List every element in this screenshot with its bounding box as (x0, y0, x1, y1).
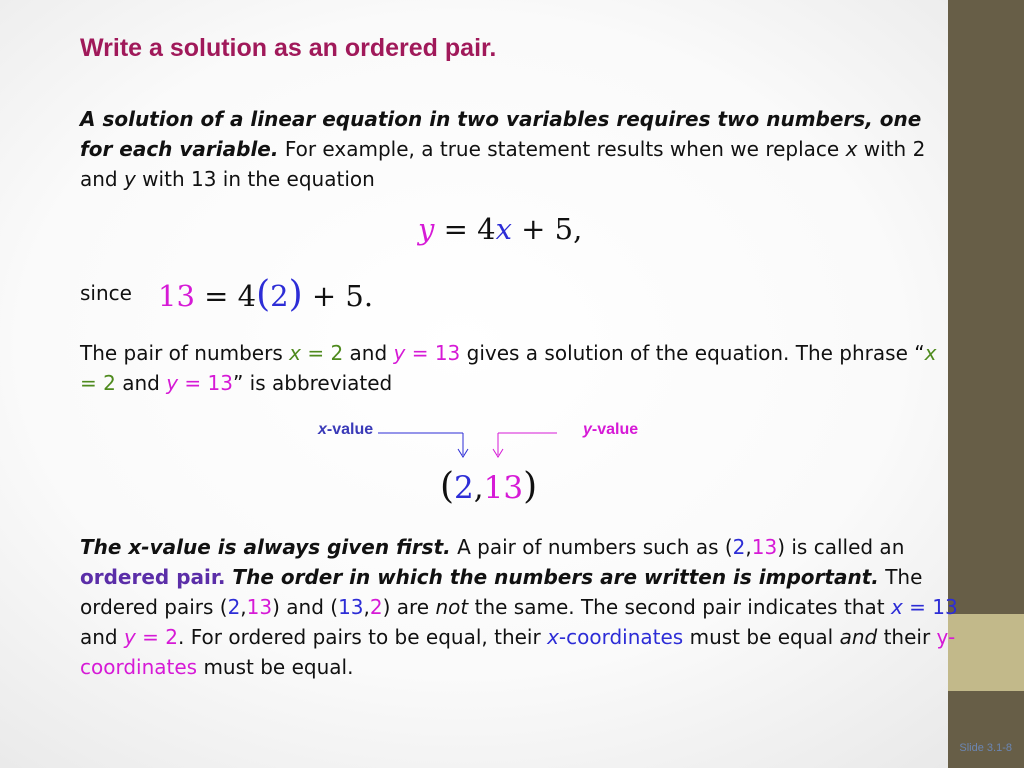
eq-y: y (418, 212, 435, 246)
num: 2 (732, 535, 746, 559)
intro-text: For example, a true statement results when we replace (278, 137, 846, 161)
since-label: since (80, 281, 132, 305)
eq-x-value: 2 (270, 279, 289, 313)
order-text: . For ordered pairs to be equal, their (178, 625, 548, 649)
x-value: = 2 (300, 341, 344, 365)
intro-text: with 13 in the equation (135, 167, 375, 191)
y-value-label (583, 421, 638, 439)
and-emphasis: and (839, 625, 878, 649)
var-x: x (845, 137, 858, 161)
order-text: the same. The second pair indicates that (468, 595, 891, 619)
x-coordinates-var: x (547, 625, 559, 649)
pair-text: and (115, 371, 167, 395)
intro-text: with 2 and (80, 137, 926, 191)
eq-lhs: 13 (158, 279, 195, 313)
ordered-pair-example (440, 466, 537, 507)
pair-text: The pair of numbers (80, 341, 290, 365)
pointer-arrows (370, 425, 570, 465)
order-text: ) and ( (272, 595, 339, 619)
var-x: x (890, 595, 903, 619)
num: 13 (338, 595, 364, 619)
y-pointer-arrow (493, 433, 557, 457)
pair-comma: , (473, 470, 484, 506)
x-pointer-arrow (378, 433, 468, 457)
y-value: = 13 (405, 341, 461, 365)
order-text: must be equal. (197, 655, 354, 679)
label-var: x (318, 421, 327, 438)
eq-x: x (495, 212, 512, 246)
intro-paragraph (80, 104, 940, 194)
order-text: ) is called an (777, 535, 905, 559)
order-emphasis: The order in which the numbers are written is important. (225, 565, 879, 589)
ordered-pair-term: ordered pair. (80, 565, 226, 589)
y-coordinates-term: y-coordinates (80, 625, 956, 679)
eq-paren: ( (256, 274, 271, 315)
num: 13 (751, 535, 778, 559)
pair-paren: ( (440, 466, 455, 507)
var-y: y (393, 341, 406, 365)
eq-part: + 5, (511, 212, 583, 246)
pair-y: 13 (483, 470, 524, 506)
pair-paren: ) (523, 466, 538, 507)
slide-title: Write a solution as an ordered pair. (80, 34, 497, 62)
slide-number: Slide 3.1-8 (959, 742, 1012, 754)
var-y: y (166, 371, 179, 395)
comma: , (363, 595, 370, 619)
var-x: x (289, 341, 301, 365)
pair-text: ” is abbreviated (232, 371, 393, 395)
pair-x: 2 (454, 470, 474, 506)
label-text: -value (326, 421, 374, 438)
var-y: y (123, 167, 136, 191)
x-value: = 13 (902, 595, 958, 619)
x-value: = 2 (80, 371, 116, 395)
order-text: and (80, 625, 124, 649)
comma: , (240, 595, 247, 619)
label-var: y (583, 421, 592, 438)
order-text: A pair of numbers such as ( (450, 535, 733, 559)
x-coordinates-term: -coordinates (558, 625, 684, 649)
x-value-label (318, 421, 373, 439)
pair-text: and (343, 341, 394, 365)
num: 2 (227, 595, 241, 619)
order-text: ) are (382, 595, 436, 619)
order-text: must be equal (683, 625, 840, 649)
equation-check (158, 274, 373, 315)
intro-emphasis: A solution of a linear equation in two variables requires two numbers, one for each variable. (80, 107, 922, 161)
eq-part: + 5. (302, 279, 374, 313)
eq-paren: ) (288, 274, 303, 315)
num: 2 (369, 595, 383, 619)
eq-part: = 4 (194, 279, 257, 313)
y-value: = 13 (178, 371, 233, 395)
order-text: The ordered pairs ( (80, 565, 923, 619)
pair-text: gives a solution of the equation. The phrase “ (460, 341, 925, 365)
y-value: = 2 (135, 625, 179, 649)
var-y: y (123, 625, 136, 649)
order-text: their (877, 625, 937, 649)
comma: , (745, 535, 752, 559)
order-emphasis: The x-value is always given first. (80, 535, 451, 559)
pair-paragraph (80, 338, 940, 398)
equation-linear (418, 212, 582, 246)
num: 13 (246, 595, 273, 619)
label-text: -value (591, 421, 639, 438)
not-emphasis: not (435, 595, 469, 619)
order-paragraph (80, 532, 980, 682)
eq-part: = 4 (434, 212, 496, 246)
var-x: x (924, 341, 937, 365)
